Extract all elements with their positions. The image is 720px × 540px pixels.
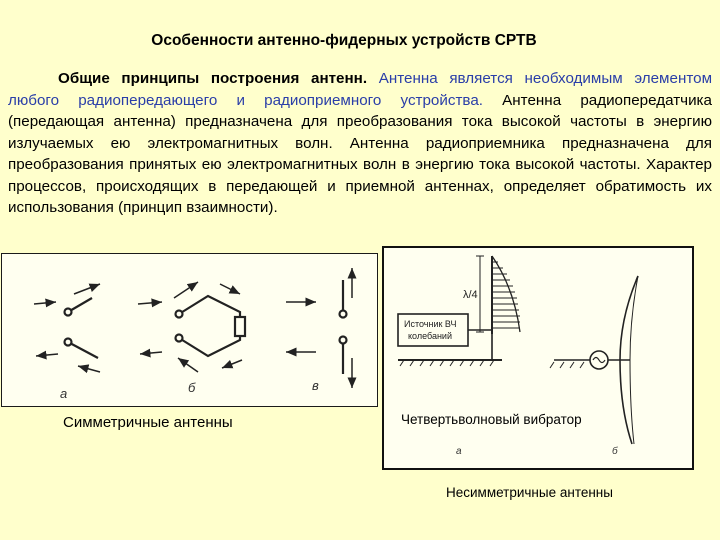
symmetric-antennas-diagram [2, 254, 377, 406]
quarter-wave-caption: Четвертьволновый вибратор [401, 412, 582, 427]
lambda-label: λ/4 [463, 289, 478, 301]
label-b-right: б [612, 446, 618, 457]
paragraph-lead: Общие принципы построения антенн. [58, 70, 368, 87]
symmetric-antennas-figure [1, 253, 378, 407]
source-label-1: Источник ВЧ [404, 319, 457, 329]
symmetric-caption: Симметричные антенны [63, 414, 233, 431]
label-v: в [312, 378, 319, 393]
intro-paragraph [8, 68, 712, 219]
page-title: Особенности антенно-фидерных устройств СРТВ [151, 32, 537, 49]
asymmetric-antennas-figure [382, 246, 694, 470]
source-label-2: колебаний [408, 331, 452, 341]
asymmetric-antennas-diagram [384, 248, 692, 468]
asymmetric-caption: Несимметричные антенны [446, 485, 613, 500]
label-a-right: а [456, 446, 462, 457]
label-b: б [188, 380, 196, 395]
paragraph-highlight: Антенна является необходимым элементом любого радиопередающего и радиоприемного устройства. [8, 70, 713, 109]
label-a: а [60, 386, 68, 401]
paragraph-body: Антенна радиопередатчика (передающая антенна) предназначена для преобразования тока высокой частоты в энергию излучаемых ею электромагнитных волн. Антенна радиоприемника предназначена для преобразования принятых ею электромагнитных волн в энергию тока высокой частоты. Характер процессов, происходящих в передающей и приемной антеннах, определяет обратимость их использования (принцип взаимности). [8, 91, 712, 216]
